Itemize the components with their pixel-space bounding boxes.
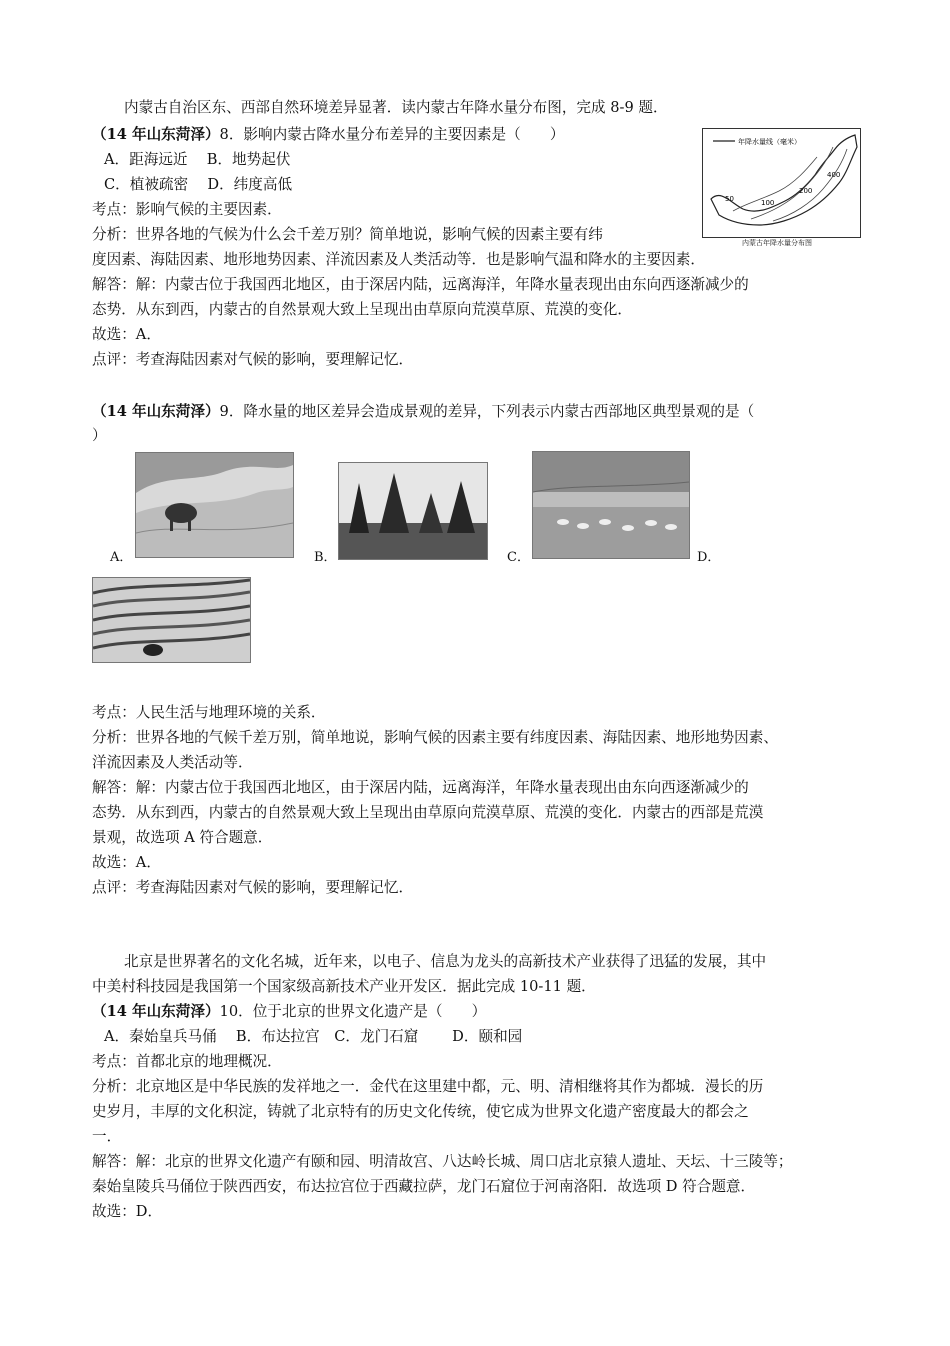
- map-legend: 年降水量线（毫米）: [738, 138, 801, 146]
- comment: 点评：考查海陆因素对气候的影响，要理解记忆．: [92, 351, 414, 368]
- question-source: （14 年山东菏泽）: [92, 403, 220, 420]
- fenxi-line-2: 度因素、海陆因素、地形地势因素、洋流因素及人类活动等．也是影响气温和降水的主要因素．: [92, 251, 705, 268]
- kaodian: 考点：影响气候的主要因素．: [92, 201, 282, 218]
- kaodian: 考点：人民生活与地理环境的关系．: [92, 704, 326, 721]
- precipitation-map: [702, 128, 861, 238]
- intro-text-cont: 中美村科技园是我国第一个国家级高新技术产业开发区．据此完成 10-11 题．: [92, 978, 596, 995]
- kaodian: 考点：首都北京的地理概况．: [92, 1053, 282, 1070]
- isoline-label: 200: [799, 187, 813, 195]
- option-c-label: C．: [507, 550, 530, 565]
- jieda-line-1: 解答：解：内蒙古位于我国西北地区，由于深居内陆，远离海洋，年降水量表现出由东向西逐渐减少的: [92, 276, 749, 293]
- question-source: （14 年山东菏泽）: [92, 126, 220, 143]
- comment: 点评：考查海陆因素对气候的影响，要理解记忆．: [92, 879, 414, 896]
- answer: 故选：D．: [92, 1203, 163, 1220]
- option-b-label: B．: [314, 550, 337, 565]
- jieda-line-3: 景观，故选项 A 符合题意．: [92, 829, 273, 846]
- terrace-landscape-image: [92, 577, 251, 663]
- jieda-line-1: 解答：解：北京的世界文化遗产有颐和园、明清故宫、八达岭长城、周口店北京猿人遗址、天坛、十三陵等；: [92, 1153, 793, 1170]
- fenxi-line-3: 一．: [92, 1128, 122, 1145]
- question-stem: 10．位于北京的世界文化遗产是（ ）: [219, 1003, 487, 1020]
- question-stem: 8．影响内蒙古降水量分布差异的主要因素是（ ）: [219, 126, 565, 143]
- option-a-label: A．: [110, 550, 133, 565]
- isoline-label: 400: [827, 171, 841, 179]
- question-stem: 9．降水量的地区差异会造成景观的差异，下列表示内蒙古西部地区典型景观的是（: [219, 403, 755, 420]
- grassland-landscape-image: [532, 451, 690, 559]
- map-graphic: [703, 129, 860, 237]
- jieda-line-2: 态势．从东到西，内蒙古的自然景观大致上呈现出由草原向荒漠草原、荒漠的变化．: [92, 301, 632, 318]
- intro-text: 北京是世界著名的文化名城，近年来，以电子、信息为龙头的高新技术产业获得了迅猛的发展，其中: [124, 953, 767, 970]
- intro-text: 内蒙古自治区东、西部自然环境差异显著．读内蒙古年降水量分布图，完成 8-9 题．: [124, 99, 668, 116]
- question-stem-cont: ）: [92, 427, 107, 444]
- forest-landscape-image: [338, 462, 488, 560]
- fenxi-line-1: 分析：世界各地的气候千差万别，简单地说，影响气候的因素主要有纬度因素、海陆因素、地形地势因素、: [92, 729, 778, 746]
- question-9: [92, 402, 754, 422]
- answer: 故选：A．: [92, 854, 161, 871]
- jieda-line-2: 态势．从东到西，内蒙古的自然景观大致上呈现出由草原向荒漠草原、荒漠的变化．内蒙古的西部是荒漠: [92, 804, 764, 821]
- map-caption: 内蒙古年降水量分布图: [742, 239, 812, 247]
- fenxi-line-1: 分析：北京地区是中华民族的发祥地之一．金代在这里建中都，元、明、清相继将其作为都城．漫长的历: [92, 1078, 764, 1095]
- isoline-label: 100: [761, 199, 775, 207]
- fenxi-line-1: 分析：世界各地的气候为什么会千差万别？简单地说，影响气候的因素主要有纬: [92, 226, 603, 243]
- options-line-2: C．植被疏密 D．纬度高低: [104, 176, 293, 193]
- fenxi-line-2: 史岁月，丰厚的文化积淀，铸就了北京特有的历史文化传统，使它成为世界文化遗产密度最大的都会之: [92, 1103, 749, 1120]
- fenxi-line-2: 洋流因素及人类活动等．: [92, 754, 253, 771]
- jieda-line-2: 秦始皇陵兵马俑位于陕西西安，布达拉宫位于西藏拉萨，龙门石窟位于河南洛阳．故选项 D 符合题意．: [92, 1178, 756, 1195]
- options-line: A．秦始皇兵马俑 B．布达拉宫 C．龙门石窟 D．颐和园: [104, 1028, 523, 1045]
- answer: 故选：A．: [92, 326, 161, 343]
- jieda-line-1: 解答：解：内蒙古位于我国西北地区，由于深居内陆，远离海洋，年降水量表现出由东向西逐渐减少的: [92, 779, 749, 796]
- option-d-label: D．: [697, 550, 721, 565]
- question-source: （14 年山东菏泽）: [92, 1003, 220, 1020]
- question-10: [92, 1002, 486, 1022]
- desert-landscape-image: [135, 452, 294, 558]
- options-line-1: A．距海远近 B．地势起伏: [104, 151, 291, 168]
- question-8: [92, 125, 565, 145]
- isoline-label: 50: [725, 195, 734, 203]
